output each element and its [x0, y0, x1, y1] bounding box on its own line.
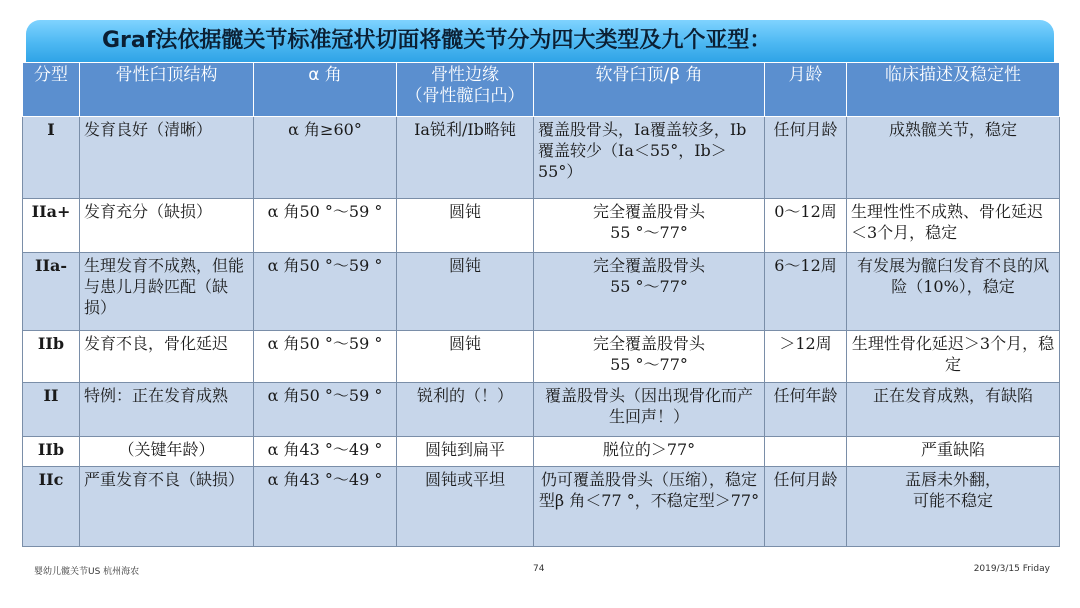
graf-classification-table	[22, 62, 1060, 547]
cell-type: IIa-	[23, 253, 80, 331]
table-row	[23, 199, 1060, 253]
cell-bony-rim: 圆钝	[397, 253, 534, 331]
header-clinical: 临床描述及稳定性	[847, 63, 1060, 117]
table-row	[23, 467, 1060, 547]
cell-clinical: 严重缺陷	[847, 437, 1060, 467]
cell-clinical: 生理性性不成熟、骨化延迟＜3个月，稳定	[847, 199, 1060, 253]
cell-clinical: 正在发育成熟，有缺陷	[847, 383, 1060, 437]
cell-age: 任何月龄	[765, 467, 847, 547]
cell-cartilage-beta: 仍可覆盖股骨头（压缩），稳定型β 角＜77 °，不稳定型＞77°	[534, 467, 765, 547]
cell-bony-roof: 生理发育不成熟，但能与患儿月龄匹配（缺损）	[80, 253, 254, 331]
cell-bony-rim: 圆钝到扁平	[397, 437, 534, 467]
cell-bony-rim: 锐利的（！）	[397, 383, 534, 437]
cell-cartilage-beta: 完全覆盖股骨头 55 °～77°	[534, 331, 765, 383]
cell-alpha-angle: α 角50 °～59 °	[254, 199, 397, 253]
cell-age: 0～12周	[765, 199, 847, 253]
cell-alpha-angle: α 角50 °～59 °	[254, 383, 397, 437]
cell-cartilage-beta: 覆盖股骨头，Ia覆盖较多，Ib覆盖较少（Ia＜55°，Ib＞55°）	[534, 117, 765, 199]
cell-bony-rim: 圆钝或平坦	[397, 467, 534, 547]
title-banner	[26, 20, 1054, 62]
header-bony-rim: 骨性边缘 （骨性髋臼凸）	[397, 63, 534, 117]
cell-age: 6～12周	[765, 253, 847, 331]
cell-bony-rim: 圆钝	[397, 331, 534, 383]
cell-bony-rim: 圆钝	[397, 199, 534, 253]
header-bony-roof: 骨性臼顶结构	[80, 63, 254, 117]
cell-cartilage-beta: 完全覆盖股骨头 55 °～77°	[534, 199, 765, 253]
header-type: 分型	[23, 63, 80, 117]
cell-bony-roof: 发育良好（清晰）	[80, 117, 254, 199]
table-row	[23, 117, 1060, 199]
cell-type: I	[23, 117, 80, 199]
cell-bony-roof: 严重发育不良（缺损）	[80, 467, 254, 547]
cell-type: IIb	[23, 437, 80, 467]
table-row	[23, 383, 1060, 437]
cell-alpha-angle: α 角43 °～49 °	[254, 437, 397, 467]
cell-age	[765, 437, 847, 467]
cell-clinical: 盂唇未外翻， 可能不稳定	[847, 467, 1060, 547]
cell-type: IIb	[23, 331, 80, 383]
cell-alpha-angle: α 角50 °～59 °	[254, 331, 397, 383]
page-number: 74	[533, 564, 545, 574]
header-cartilage-beta: 软骨臼顶/β 角	[534, 63, 765, 117]
cell-alpha-angle: α 角43 °～49 °	[254, 467, 397, 547]
cell-type: IIc	[23, 467, 80, 547]
cell-age: 任何年龄	[765, 383, 847, 437]
cell-bony-roof: 发育不良，骨化延迟	[80, 331, 254, 383]
cell-bony-rim: Ia锐利/Ib略钝	[397, 117, 534, 199]
table-row	[23, 437, 1060, 467]
cell-bony-roof: （关键年龄）	[80, 437, 254, 467]
cell-type: IIa+	[23, 199, 80, 253]
cell-clinical: 生理性骨化延迟＞3个月，稳定	[847, 331, 1060, 383]
cell-cartilage-beta: 完全覆盖股骨头 55 °～77°	[534, 253, 765, 331]
table-row	[23, 331, 1060, 383]
cell-cartilage-beta: 脱位的＞77°	[534, 437, 765, 467]
cell-age: 任何月龄	[765, 117, 847, 199]
cell-alpha-angle: α 角≥60°	[254, 117, 397, 199]
header-age: 月龄	[765, 63, 847, 117]
cell-bony-roof: 发育充分（缺损）	[80, 199, 254, 253]
footer-source: 婴幼儿髋关节US 杭州海农	[34, 567, 140, 577]
table-header-row	[23, 63, 1060, 117]
footer-date: 2019/3/15 Friday	[973, 564, 1050, 574]
header-alpha-angle: α 角	[254, 63, 397, 117]
slide-title: Graf法依据髋关节标准冠状切面将髋关节分为四大类型及九个亚型：	[102, 28, 772, 53]
cell-alpha-angle: α 角50 °～59 °	[254, 253, 397, 331]
cell-age: ＞12周	[765, 331, 847, 383]
cell-clinical: 成熟髋关节，稳定	[847, 117, 1060, 199]
table-row	[23, 253, 1060, 331]
cell-type: II	[23, 383, 80, 437]
cell-clinical: 有发展为髋臼发育不良的风险（10%），稳定	[847, 253, 1060, 331]
cell-bony-roof: 特例：正在发育成熟	[80, 383, 254, 437]
cell-cartilage-beta: 覆盖股骨头（因出现骨化而产生回声！）	[534, 383, 765, 437]
